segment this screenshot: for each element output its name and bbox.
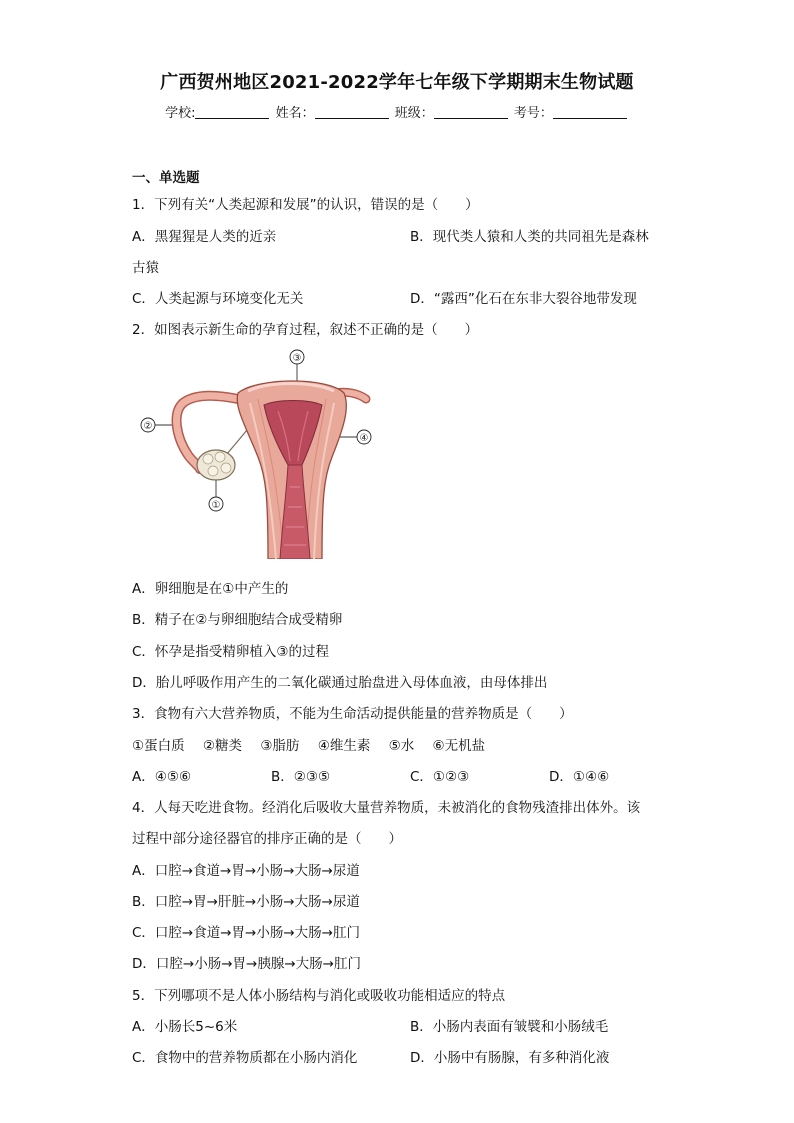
q4-option-b[interactable]: B．口腔→胃→肝脏→小肠→大肠→尿道 (132, 894, 360, 910)
q2-option-d[interactable]: D．胎儿呼吸作用产生的二氧化碳通过胎盘进入母体血液，由母体排出 (132, 675, 548, 691)
q2-option-c[interactable]: C．怀孕是指受精卵植入③的过程 (132, 644, 330, 660)
q2-stem: 2．如图表示新生命的孕育过程，叙述不正确的是（ ） (132, 322, 479, 338)
name-blank[interactable] (315, 106, 389, 119)
q5-option-c[interactable]: C．食物中的营养物质都在小肠内消化 (132, 1050, 358, 1066)
q1-option-b-cont: 古猿 (132, 260, 159, 276)
q3-option-b[interactable]: B．②③⑤ (271, 769, 331, 785)
q4-option-a[interactable]: A．口腔→食道→胃→小肠→大肠→尿道 (132, 863, 360, 879)
number-blank[interactable] (553, 106, 627, 119)
label-3: ③ (292, 353, 302, 364)
label-4: ④ (359, 433, 369, 444)
q3-option-d[interactable]: D．①④⑥ (549, 769, 610, 785)
name-label: 姓名： (275, 106, 315, 121)
school-blank[interactable] (195, 106, 269, 119)
page-title: 广西贺州地区2021-2022学年七年级下学期期末生物试题 (160, 72, 634, 93)
q3-item: ②糖类 (202, 738, 243, 754)
q2-option-a[interactable]: A．卵细胞是在①中产生的 (132, 581, 289, 597)
uterus-diagram (138, 347, 378, 559)
q4-stem-line2: 过程中部分途径器官的排序正确的是（ ） (132, 831, 402, 847)
q1-option-c[interactable]: C．人类起源与环境变化无关 (132, 291, 304, 307)
q1-stem: 1．下列有关“人类起源和发展”的认识，错误的是（ ） (132, 197, 479, 213)
q4-option-d[interactable]: D．口腔→小肠→胃→胰腺→大肠→肛门 (132, 956, 361, 972)
school-label: 学校: (165, 106, 196, 121)
number-label: 考号： (513, 106, 553, 121)
class-blank[interactable] (434, 106, 508, 119)
class-label: 班级： (394, 106, 434, 121)
q4-option-c[interactable]: C．口腔→食道→胃→小肠→大肠→肛门 (132, 925, 360, 941)
student-info-line (0, 102, 794, 121)
q3-option-a[interactable]: A．④⑤⑥ (132, 769, 192, 785)
label-1: ① (211, 500, 221, 511)
q3-item: ⑥无机盐 (432, 738, 486, 754)
q3-item: ④维生素 (317, 738, 371, 754)
label-2: ② (143, 421, 153, 432)
q3-item: ⑤水 (388, 738, 415, 754)
q5-option-d[interactable]: D．小肠中有肠腺，有多种消化液 (410, 1050, 610, 1066)
q5-option-b[interactable]: B．小肠内表面有皱襞和小肠绒毛 (410, 1019, 609, 1035)
q3-option-c[interactable]: C．①②③ (410, 769, 470, 785)
section-heading: 一、单选题 (132, 170, 200, 186)
q3-item: ①蛋白质 (132, 738, 185, 754)
q3-item: ③脂肪 (260, 738, 300, 754)
q5-option-a[interactable]: A．小肠长5~6米 (132, 1019, 238, 1035)
q1-option-d[interactable]: D．“露西”化石在东非大裂谷地带发现 (410, 291, 637, 307)
q1-option-b[interactable]: B．现代类人猿和人类的共同祖先是森林 (410, 229, 649, 245)
q3-stem: 3．食物有六大营养物质，不能为生命活动提供能量的营养物质是（ ） (132, 706, 573, 722)
q2-option-b[interactable]: B．精子在②与卵细胞结合成受精卵 (132, 612, 343, 628)
q3-items (132, 734, 485, 754)
q4-stem-line1: 4．人每天吃进食物。经消化后吸收大量营养物质，未被消化的食物残渣排出体外。该 (132, 800, 641, 816)
q5-stem: 5．下列哪项不是人体小肠结构与消化或吸收功能相适应的特点 (132, 988, 506, 1004)
q1-option-a[interactable]: A．黑猩猩是人类的近亲 (132, 229, 277, 245)
